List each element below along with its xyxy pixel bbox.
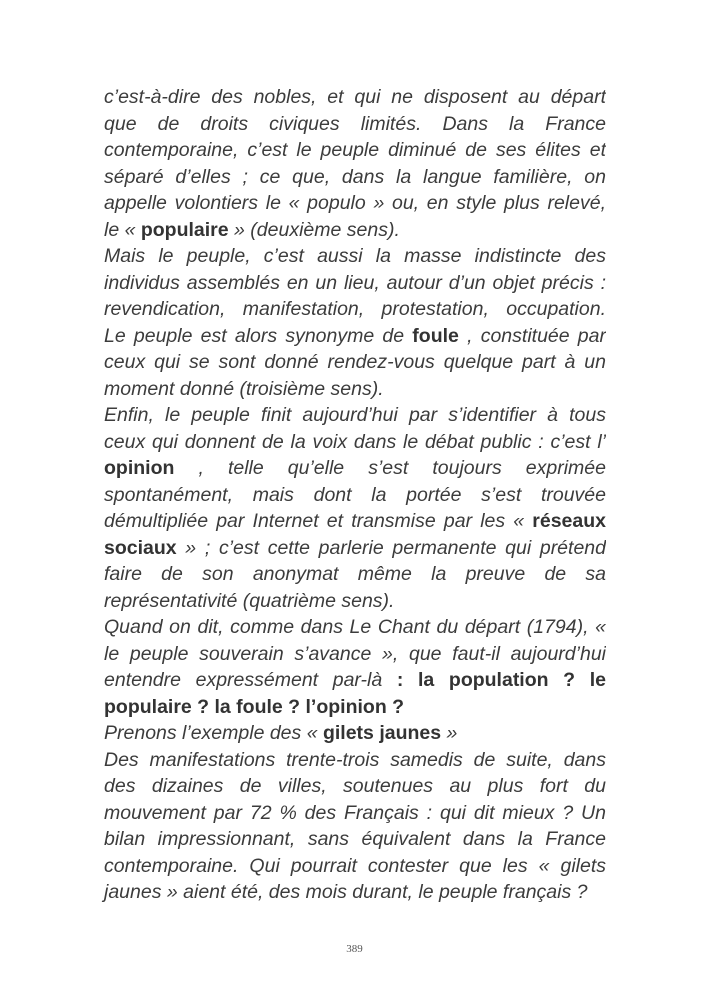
paragraph — [104, 84, 606, 243]
text-segment: » — [441, 722, 458, 744]
text-segment: individus assemblés en un lieu, autour d’un objet précis : — [104, 271, 606, 294]
text-line — [104, 243, 606, 270]
text-line — [104, 164, 606, 191]
bold-term: sociaux — [104, 536, 177, 559]
text-line — [104, 508, 606, 535]
text-line — [104, 561, 606, 588]
bold-term: foule — [412, 324, 459, 347]
text-line — [104, 853, 606, 880]
text-segment: » ; c’est cette parlerie permanente qui prétend — [176, 536, 606, 559]
text-line — [104, 84, 606, 111]
text-segment: c’est-à-dire des nobles, et qui ne disposent au départ — [104, 86, 606, 108]
bold-term: réseaux — [532, 510, 606, 532]
paragraph — [104, 402, 606, 614]
text-segment: faire de son anonymat même la preuve de sa — [104, 563, 606, 585]
text-line — [104, 270, 606, 297]
bold-term: : la population ? le — [396, 669, 606, 691]
bold-term: populaire ? la foule ? l’opinion ? — [104, 695, 405, 718]
bold-term: gilets jaunes — [322, 722, 442, 744]
text-segment: Des manifestations trente-trois samedis de suite, dans — [104, 748, 606, 771]
text-segment: , constituée par — [458, 324, 606, 347]
text-line — [104, 720, 606, 747]
text-segment: ceux qui se sont donné rendez-vous quelque part à un — [104, 351, 606, 373]
text-line — [104, 667, 606, 694]
text-segment: Mais le peuple, c’est aussi la masse indistincte des — [104, 245, 606, 267]
text-segment: le « — [104, 218, 141, 241]
text-segment: contemporaine, c’est le peuple diminué de ses élites et — [104, 139, 606, 161]
text-segment: moment donné (troisième sens). — [104, 377, 384, 400]
text-segment: représentativité (quatrième sens). — [104, 589, 395, 612]
text-line — [104, 482, 606, 509]
text-line — [104, 429, 606, 456]
paragraph — [104, 243, 606, 402]
text-line — [104, 323, 606, 350]
text-segment: contemporaine. Qui pourrait contester que les « gilets — [104, 854, 606, 877]
bold-term: populaire — [140, 218, 229, 241]
text-line — [104, 694, 606, 721]
text-segment: Prenons l’exemple des « — [104, 722, 323, 744]
text-line — [104, 773, 606, 800]
text-segment: Le peuple est alors synonyme de — [104, 324, 413, 347]
text-line — [104, 296, 606, 323]
text-segment: bilan impressionnant, sans équivalent dans la France — [104, 828, 606, 850]
paragraph — [104, 720, 606, 747]
text-line — [104, 349, 606, 376]
paragraph — [104, 747, 606, 906]
page-number: 389 — [346, 943, 363, 955]
bold-term: opinion — [104, 457, 175, 479]
text-segment: entendre expressément par-là — [104, 669, 397, 691]
text-line — [104, 747, 606, 774]
text-line — [104, 588, 606, 615]
text-segment: que de droits civiques limités. Dans la France — [104, 112, 606, 135]
text-line — [104, 137, 606, 164]
text-line — [104, 535, 606, 562]
text-line — [104, 641, 606, 668]
text-segment: démultipliée par Internet et transmise par les « — [104, 510, 533, 532]
text-segment: » (deuxième sens). — [228, 218, 400, 241]
text-segment: appelle volontiers le « populo » ou, en style plus relevé, — [104, 192, 606, 214]
text-segment: Quand on dit, comme dans Le Chant du départ (1794), « — [104, 616, 606, 638]
text-segment: ceux qui donnent de la voix dans le débat public : c’est l’ — [104, 430, 606, 453]
paragraph — [104, 614, 606, 720]
text-line — [104, 190, 606, 217]
text-segment: revendication, manifestation, protestation, occupation. — [104, 298, 606, 320]
text-segment: mouvement par 72 % des Français : qui dit mieux ? Un — [104, 801, 606, 824]
text-line — [104, 800, 606, 827]
text-line — [104, 879, 606, 906]
text-segment: , telle qu’elle s’est toujours exprimée — [174, 457, 606, 479]
text-segment: Enfin, le peuple finit aujourd’hui par s’identifier à tous — [104, 404, 606, 426]
text-line — [104, 614, 606, 641]
text-line — [104, 376, 606, 403]
text-line — [104, 402, 606, 429]
text-segment: le peuple souverain s’avance », que faut-il aujourd’hui — [104, 642, 606, 665]
text-line — [104, 455, 606, 482]
text-line — [104, 826, 606, 853]
text-segment: des dizaines de villes, soutenues au plus fort du — [104, 775, 606, 797]
text-segment: spontanément, mais dont la portée s’est trouvée — [104, 483, 606, 506]
document-body — [104, 84, 606, 906]
text-segment: jaunes » aient été, des mois durant, le peuple français ? — [104, 881, 588, 903]
text-segment: séparé d’elles ; ce que, dans la langue familière, on — [104, 165, 606, 188]
text-line — [104, 111, 606, 138]
text-line — [104, 217, 606, 244]
